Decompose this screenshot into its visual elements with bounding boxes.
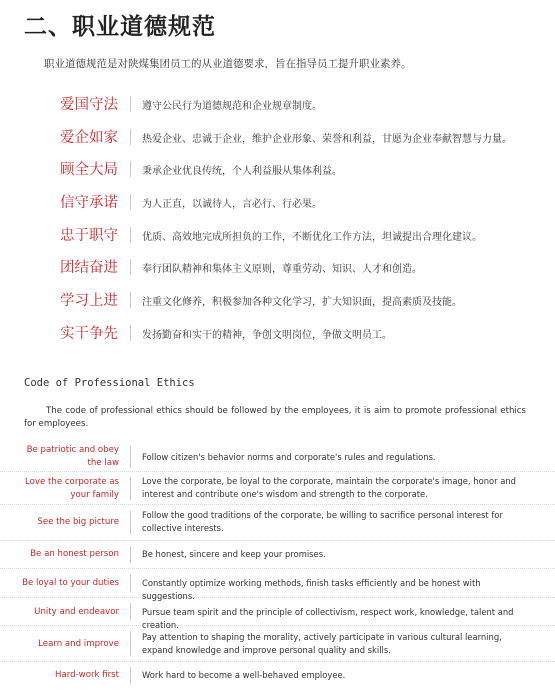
cn-desc: 遵守公民行为道德规范和企业规章制度。 (142, 101, 322, 112)
en-item-big-picture (0, 505, 555, 541)
en-divider (130, 631, 131, 656)
cn-divider (130, 129, 131, 145)
cn-divider (130, 161, 131, 177)
cn-desc: 热爱企业、忠诚于企业，维护企业形象、荣誉和利益，甘愿为企业奉献智慧与力量。 (142, 133, 512, 145)
english-ethics-list (0, 442, 555, 689)
cn-desc: 秉承企业优良传统，个人利益服从集体利益。 (142, 166, 342, 178)
cn-term: 实干争先 (60, 325, 118, 342)
cn-item-unity (0, 255, 555, 288)
en-desc: Constantly optimize working methods, finish tasks efficiently and be honest with suggestions. (142, 578, 481, 601)
cn-term: 爱国守法 (60, 97, 118, 113)
cn-divider (130, 292, 131, 308)
english-intro: The code of professional ethics should be followed by the employees, it is aim to promote professional ethics for employees. (24, 406, 526, 429)
cn-item-patriotic (0, 92, 555, 125)
en-item-learn (0, 626, 555, 662)
en-term: Be loyal to your duties (22, 578, 119, 588)
cn-term: 信守承诺 (60, 195, 118, 212)
en-divider (130, 603, 131, 620)
en-desc: Pursue team spirit and the principle of collectivism, respect work, knowledge, talent and creation. (142, 607, 514, 630)
en-term: Be an honest person (30, 549, 119, 559)
cn-divider (130, 96, 131, 112)
en-divider (130, 446, 131, 468)
en-divider (130, 667, 131, 684)
cn-item-learn (0, 288, 555, 321)
english-heading: Code of Professional Ethics (24, 377, 195, 389)
cn-desc: 优质、高效地完成所担负的工作，不断优化工作方法，坦诚提出合理化建议。 (142, 231, 482, 243)
en-divider (130, 574, 131, 592)
en-term: Unity and endeavor (34, 607, 119, 617)
cn-item-honest (0, 190, 555, 223)
cn-term: 爱企如家 (60, 129, 118, 146)
en-divider (130, 546, 131, 563)
en-term: See the big picture (37, 517, 119, 527)
cn-desc: 注重文化修养，积极参加各种文化学习，扩大知识面，提高素质及技能。 (142, 297, 462, 309)
cn-divider (130, 259, 131, 275)
cn-term: 团结奋进 (60, 260, 118, 277)
en-item-unity (0, 598, 555, 630)
en-desc: Work hard to become a well-behaved employee. (142, 670, 346, 680)
cn-item-loyal-duties (0, 223, 555, 256)
en-term: Be patriotic and obey the law (26, 445, 119, 468)
page-title: 二、职业道德规范 (24, 14, 216, 40)
en-item-hard-work (0, 662, 555, 689)
cn-desc: 为人正直，以诚待人，言必行、行必果。 (142, 199, 322, 211)
en-term: Love the corporate as your family (25, 477, 119, 500)
chinese-ethics-list (0, 92, 555, 354)
cn-item-big-picture (0, 157, 555, 190)
en-item-loyal-duties (0, 569, 555, 601)
en-item-love-corporate (0, 472, 555, 505)
cn-term: 忠于职守 (60, 227, 118, 244)
en-desc: Love the corporate, be loyal to the corporate, maintain the corporate's image, honor and interest and contribute one's wisdom and strength to the corporate. (142, 476, 516, 499)
en-term: Hard-work first (55, 670, 119, 680)
en-item-honest (0, 541, 555, 569)
cn-item-hard-work (0, 321, 555, 354)
cn-divider (130, 227, 131, 243)
en-desc: Pay attention to shaping the morality, actively participate in various cultural learning, expand knowledge and improve personal quality and skills. (142, 632, 502, 655)
cn-divider (130, 325, 131, 341)
en-divider (130, 477, 131, 500)
cn-desc: 发扬勤奋和实干的精神，争创文明岗位，争做文明员工。 (142, 329, 392, 341)
en-desc: Follow citizen's behavior norms and corporate's rules and regulations. (142, 452, 436, 462)
en-divider (130, 511, 131, 534)
en-desc: Follow the good traditions of the corporate, be willing to sacrifice personal interest for collective interests. (142, 510, 503, 533)
en-item-patriotic (0, 442, 555, 472)
en-term: Learn and improve (38, 639, 119, 649)
cn-desc: 奉行团队精神和集体主义原则，尊重劳动、知识、人才和创造。 (142, 264, 422, 276)
cn-item-love-corporate (0, 125, 555, 158)
cn-term: 顾全大局 (60, 162, 118, 179)
cn-divider (130, 194, 131, 210)
cn-term: 学习上进 (60, 293, 118, 310)
en-desc: Be honest, sincere and keep your promises. (142, 549, 326, 559)
chinese-intro: 职业道德规范是对陕煤集团员工的从业道德要求，旨在指导员工提升职业素养。 (44, 58, 412, 70)
